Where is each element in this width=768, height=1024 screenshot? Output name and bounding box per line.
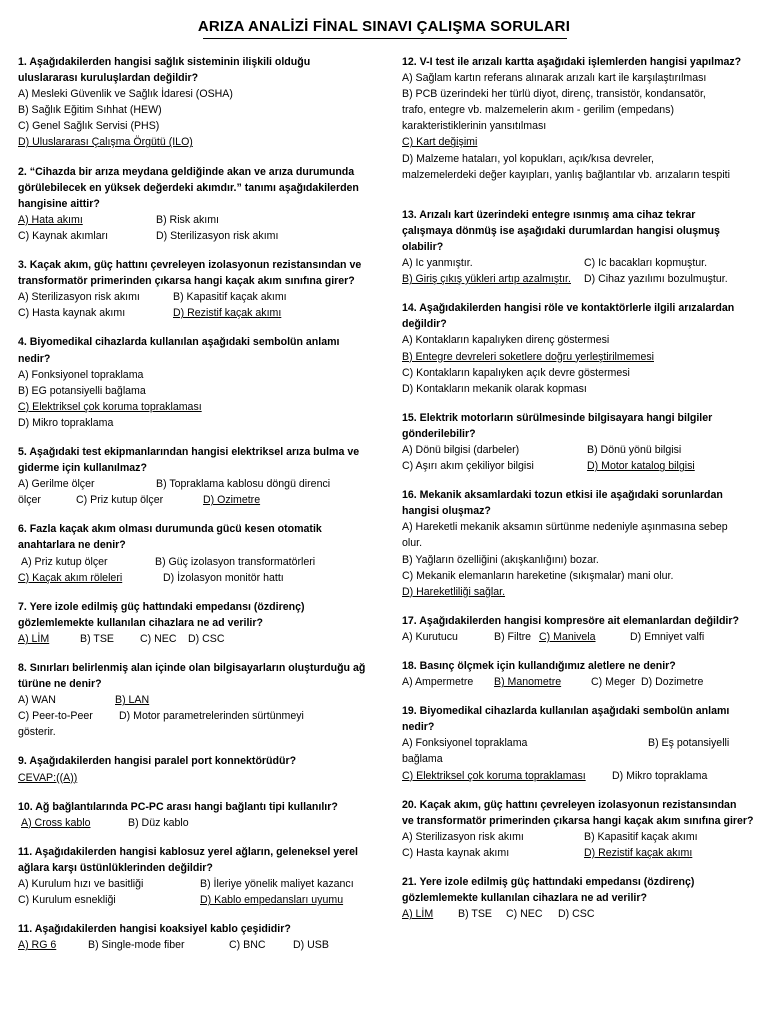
option-d: D) Mikro topraklama	[612, 769, 708, 782]
question-text: 21. Yere izole edilmiş güç hattındaki empedansı (özdirenç)	[402, 876, 695, 889]
option-b: B) Güç izolasyon transformatörleri	[155, 555, 316, 568]
question-text: 6. Fazla kaçak akım olması durumunda gücü kesen otomatik	[18, 523, 322, 536]
option-a: A) Mesleki Güvenlik ve Sağlık İdaresi (OSHA)	[18, 88, 233, 101]
question-text: 17. Aşağıdakilerden hangisi kompresöre ait elemanlardan değildir?	[402, 614, 739, 627]
question-7	[18, 599, 374, 647]
option-a: A) Fonksiyonel topraklama	[402, 737, 528, 750]
option-c-answer: C) Manivela	[539, 630, 596, 643]
question-text: 11. Aşağıdakilerden hangisi kablosuz yerel ağların, geleneksel yerel	[18, 845, 358, 858]
question-text: 12. V-I test ile arızalı kartta aşağıdaki işlemlerden hangisi yapılmaz?	[402, 56, 742, 68]
question-text: 16. Mekanik aksamlardaki tozun etkisi ile aşağıdaki sorunlardan	[402, 489, 723, 502]
option-d-continued: gösterir.	[18, 726, 56, 739]
option-c-answer: C) Elektriksel çok koruma topraklaması	[402, 769, 586, 782]
option-d-continued: malzemelerdeki değer kayıpları, yanlış bağlantılar vb. arızaların tespiti	[402, 168, 730, 181]
question-text: 13. Arızalı kart üzerindeki entegre ısınmış ama cihaz tekrar	[402, 208, 696, 221]
question-10	[18, 799, 374, 831]
question-3	[18, 257, 374, 321]
question-text: türüne ne denir?	[18, 678, 102, 691]
question-18	[402, 658, 756, 690]
option-b-continued: trafo, entegre vb. malzemelerin akım - gerilim (empedans)	[402, 104, 675, 117]
option-d: D) CSC	[188, 632, 225, 645]
question-text: 14. Aşağıdakilerden hangisi röle ve kontaktörlerle ilgili arızalardan	[402, 302, 735, 315]
option-c: C) Aşırı akım çekiliyor bilgisi	[402, 460, 534, 473]
option-a: A) WAN	[18, 694, 56, 707]
page-title: ARIZA ANALİZİ FİNAL SINAVI ÇALIŞMA SORULARI	[197, 18, 571, 35]
option-a: A) Priz kutup ölçer	[21, 555, 108, 568]
option-d: D) Mikro topraklama	[18, 416, 114, 429]
option-a: A) Dönü bilgisi (darbeler)	[402, 443, 520, 456]
option-d: D) Malzeme hataları, yol kopukları, açık/kısa devreler,	[402, 152, 654, 165]
question-text: 15. Elektrik motorların sürülmesinde bilgisayara hangi bilgiler	[402, 411, 713, 424]
option-c: C) Hasta kaynak akımı	[18, 307, 126, 320]
option-c: C) BNC	[229, 939, 266, 952]
question-text: uluslararası kuruluşlardan değildir?	[18, 72, 199, 85]
question-1	[18, 54, 374, 151]
option-b-answer: B) LAN	[115, 694, 150, 707]
question-text: transformatör primerinden çıkarsa hangi kaçak akım sınıfına girer?	[18, 275, 355, 288]
option-b: B) Dönü yönü bilgisi	[587, 443, 682, 456]
option-b: B) Risk akımı	[156, 213, 219, 226]
question-21	[402, 874, 756, 922]
option-d-answer: D) Motor katalog bilgisi	[587, 460, 695, 473]
question-text: ve transformatör primerinden çıkarsa hangi kaçak akım sınıfına girer?	[402, 814, 754, 827]
question-text: 1. Aşağıdakilerden hangisi sağlık sisteminin ilişkili olduğu	[18, 56, 311, 68]
option-b-continued: karakteristiklerinin yansıtılması	[402, 120, 547, 133]
option-c: C) Kaynak akımları	[18, 229, 109, 242]
option-b-answer: B) Giriş çıkış yükleri artıp azalmıştır.	[402, 273, 571, 286]
option-a-answer: A) LİM	[402, 908, 434, 921]
question-text: 9. Aşağıdakilerden hangisi paralel port konnektörüdür?	[18, 755, 297, 768]
option-a: A) Hareketli mekanik aksamın sürtünme nedeniyle aşınmasına sebep	[402, 521, 728, 534]
option-a: A) Kurutucu	[402, 630, 458, 643]
question-text: değildir?	[402, 318, 447, 331]
question-20	[402, 797, 756, 861]
option-a: A) Gerilme ölçer	[18, 478, 95, 491]
question-11	[18, 844, 374, 908]
question-text: 8. Sınırları belirlenmiş alan içinde olan bilgisayarların oluşturduğu ağ	[18, 662, 366, 674]
option-c-answer: C) Kart değişimi	[402, 136, 478, 149]
question-text: 10. Ağ bağlantılarında PC-PC arası hangi bağlantı tipi kullanılır?	[18, 800, 338, 813]
option-d: D) Kontakların mekanik olarak kopması	[402, 382, 587, 395]
question-11-coaxial	[18, 921, 374, 953]
option-a-answer: A) Cross kablo	[21, 816, 91, 829]
option-a-answer: A) LİM	[18, 632, 50, 645]
option-d: D) İzolasyon monitör hattı	[163, 571, 284, 584]
option-b: B) İleriye yönelik maliyet kazancı	[200, 878, 354, 891]
question-text: hangisi oluşmaz?	[402, 505, 491, 518]
option-c: C) Meger	[591, 676, 636, 689]
question-text: 4. Biyomedikal cihazlarda kullanılan aşağıdaki sembolün anlamı	[18, 336, 340, 349]
option-b: B) Kapasitif kaçak akımı	[584, 830, 698, 843]
option-d-answer: D) Ozimetre	[203, 494, 261, 507]
question-text: hangisine aittir?	[18, 197, 100, 210]
question-text: 3. Kaçak akım, güç hattını çevreleyen izolasyonun rezistansından ve	[18, 259, 362, 272]
question-text: 20. Kaçak akım, güç hattını çevreleyen izolasyonun rezistansından	[402, 798, 737, 811]
option-b-answer: B) Manometre	[494, 676, 562, 689]
option-b: B) Yağların özelliğini (akışkanlığını) bozar.	[402, 553, 599, 566]
question-text: gönderilebilir?	[402, 427, 476, 440]
question-text: 18. Basınç ölçmek için kullandığımız aletlere ne denir?	[402, 660, 676, 672]
option-a: A) Kontakların kapalıyken direnç göstermesi	[402, 334, 610, 347]
question-text: 2. “Cihazda bir arıza meydana geldiğinde akan ve arıza durumunda	[18, 165, 355, 178]
question-6	[18, 521, 374, 585]
option-d-answer: D) Rezistif kaçak akımı	[584, 846, 693, 859]
option-d-answer: D) Rezistif kaçak akımı	[173, 307, 282, 320]
question-text: ağlara karşı üstünlüklerinden değildir?	[18, 861, 213, 874]
option-d-answer: D) Hareketliliği sağlar.	[402, 585, 506, 598]
question-2	[18, 164, 374, 244]
question-5	[18, 444, 374, 508]
option-d: D) Sterilizasyon risk akımı	[156, 229, 279, 242]
option-a-answer: A) RG 6	[18, 939, 57, 952]
option-d: D) Dozimetre	[641, 676, 704, 689]
option-c: C) Kontakların kapalıyken açık devre göstermesi	[402, 366, 630, 379]
option-c: C) Priz kutup ölçer	[76, 494, 164, 507]
option-b: B) Kapasitif kaçak akımı	[173, 291, 287, 304]
option-b: B) PCB üzerindeki her türlü diyot, direnç, transistör, kondansatör,	[402, 88, 706, 101]
right-column	[402, 54, 756, 935]
question-4	[18, 334, 374, 431]
question-17	[402, 613, 756, 645]
option-b: B) TSE	[458, 908, 492, 921]
option-a: A) Sağlam kartın referans alınarak arızalı kart ile karşılaştırılması	[402, 72, 707, 85]
question-text: anahtarlara ne denir?	[18, 539, 126, 552]
question-19	[402, 703, 756, 783]
option-d: D) CSC	[558, 908, 595, 921]
option-b-continued: ölçer	[18, 494, 41, 507]
question-text: olabilir?	[402, 240, 444, 253]
option-b: B) EG potansiyelli bağlama	[18, 384, 146, 397]
title-underline	[203, 38, 567, 39]
option-c: C) NEC	[506, 908, 543, 921]
left-column	[18, 54, 374, 966]
option-b-answer: B) Entegre devreleri soketlere doğru yerleştirilmemesi	[402, 350, 654, 363]
option-b: B) Topraklama kablosu döngü direnci	[156, 478, 331, 491]
question-text: çalışmaya dönmüş ise aşağıdaki durumlardan hangisi oluşmuş	[402, 224, 720, 237]
question-text: nedir?	[402, 721, 435, 734]
option-b: B) Single-mode fiber	[88, 939, 185, 952]
option-b: B) Düz kablo	[128, 816, 189, 829]
question-9	[18, 753, 374, 785]
option-a: A) Fonksiyonel topraklama	[18, 368, 144, 381]
question-text: giderme için kullanılmaz?	[18, 462, 147, 475]
question-15	[402, 410, 756, 474]
option-a-answer: A) Hata akımı	[18, 213, 83, 226]
question-16	[402, 487, 756, 600]
option-c: C) Hasta kaynak akımı	[402, 846, 510, 859]
option-c-answer: C) Kaçak akım röleleri	[18, 571, 123, 584]
option-d: D) Cihaz yazılımı bozulmuştur.	[584, 273, 728, 286]
question-text: 19. Biyomedikal cihazlarda kullanılan aşağıdaki sembolün anlamı	[402, 705, 730, 718]
option-c: C) Genel Sağlık Servisi (PHS)	[18, 120, 160, 133]
question-text: 5. Aşağıdaki test ekipmanlarından hangisi elektriksel arıza bulma ve	[18, 445, 360, 458]
option-c: C) Ic bacakları kopmuştur.	[584, 257, 708, 270]
question-text: gözlemlemekte kullanılan cihazlara ne ad verilir?	[18, 616, 263, 629]
option-b: B) Filtre	[494, 630, 532, 643]
question-12	[402, 54, 756, 183]
question-text: görülebilecek en yüksek değerdeki akımdır.” tanımı aşağıdakilerden	[18, 181, 359, 194]
option-c: C) Mekanik elemanların hareketine (sıkışmalar) mani olur.	[402, 569, 674, 582]
question-text: gözlemlemekte kullanılan cihazlara ne ad verilir?	[402, 892, 647, 905]
option-a: A) Sterilizasyon risk akımı	[18, 291, 140, 304]
option-d: D) Emniyet valfi	[630, 630, 705, 643]
option-b-continued: bağlama	[402, 753, 443, 766]
option-a: A) Ic yanmıştır.	[402, 257, 473, 270]
question-text: 11. Aşağıdakilerden hangisi koaksiyel kablo çeşididir?	[18, 923, 291, 936]
option-c: C) Kurulum esnekliği	[18, 894, 116, 907]
option-d: D) USB	[293, 939, 329, 952]
option-b: B) Sağlık Eğitim Sıhhat (HEW)	[18, 104, 162, 117]
option-d-answer: D) Kablo empedansları uyumu	[200, 894, 344, 907]
question-14	[402, 300, 756, 397]
option-b: B) Eş potansiyelli	[648, 737, 730, 750]
option-a: A) Kurulum hızı ve basitliği	[18, 878, 144, 891]
question-8	[18, 660, 374, 740]
option-c: C) NEC	[140, 632, 177, 645]
option-a: A) Ampermetre	[402, 676, 474, 689]
question-13	[402, 207, 756, 287]
option-d-answer: D) Uluslararası Çalışma Örgütü (ILO)	[18, 136, 193, 149]
question-text: nedir?	[18, 352, 51, 365]
option-b: B) TSE	[80, 632, 114, 645]
option-c-answer: C) Elektriksel çok koruma topraklaması	[18, 400, 202, 413]
question-text: 7. Yere izole edilmiş güç hattındaki empedansı (özdirenç)	[18, 600, 305, 613]
option-a-continued: olur.	[402, 537, 423, 550]
option-a: A) Sterilizasyon risk akımı	[402, 830, 524, 843]
option-d: D) Motor parametrelerinden sürtünmeyi	[119, 710, 304, 723]
answer-text: CEVAP:((A))	[18, 771, 78, 784]
option-c: C) Peer-to-Peer	[18, 710, 93, 723]
